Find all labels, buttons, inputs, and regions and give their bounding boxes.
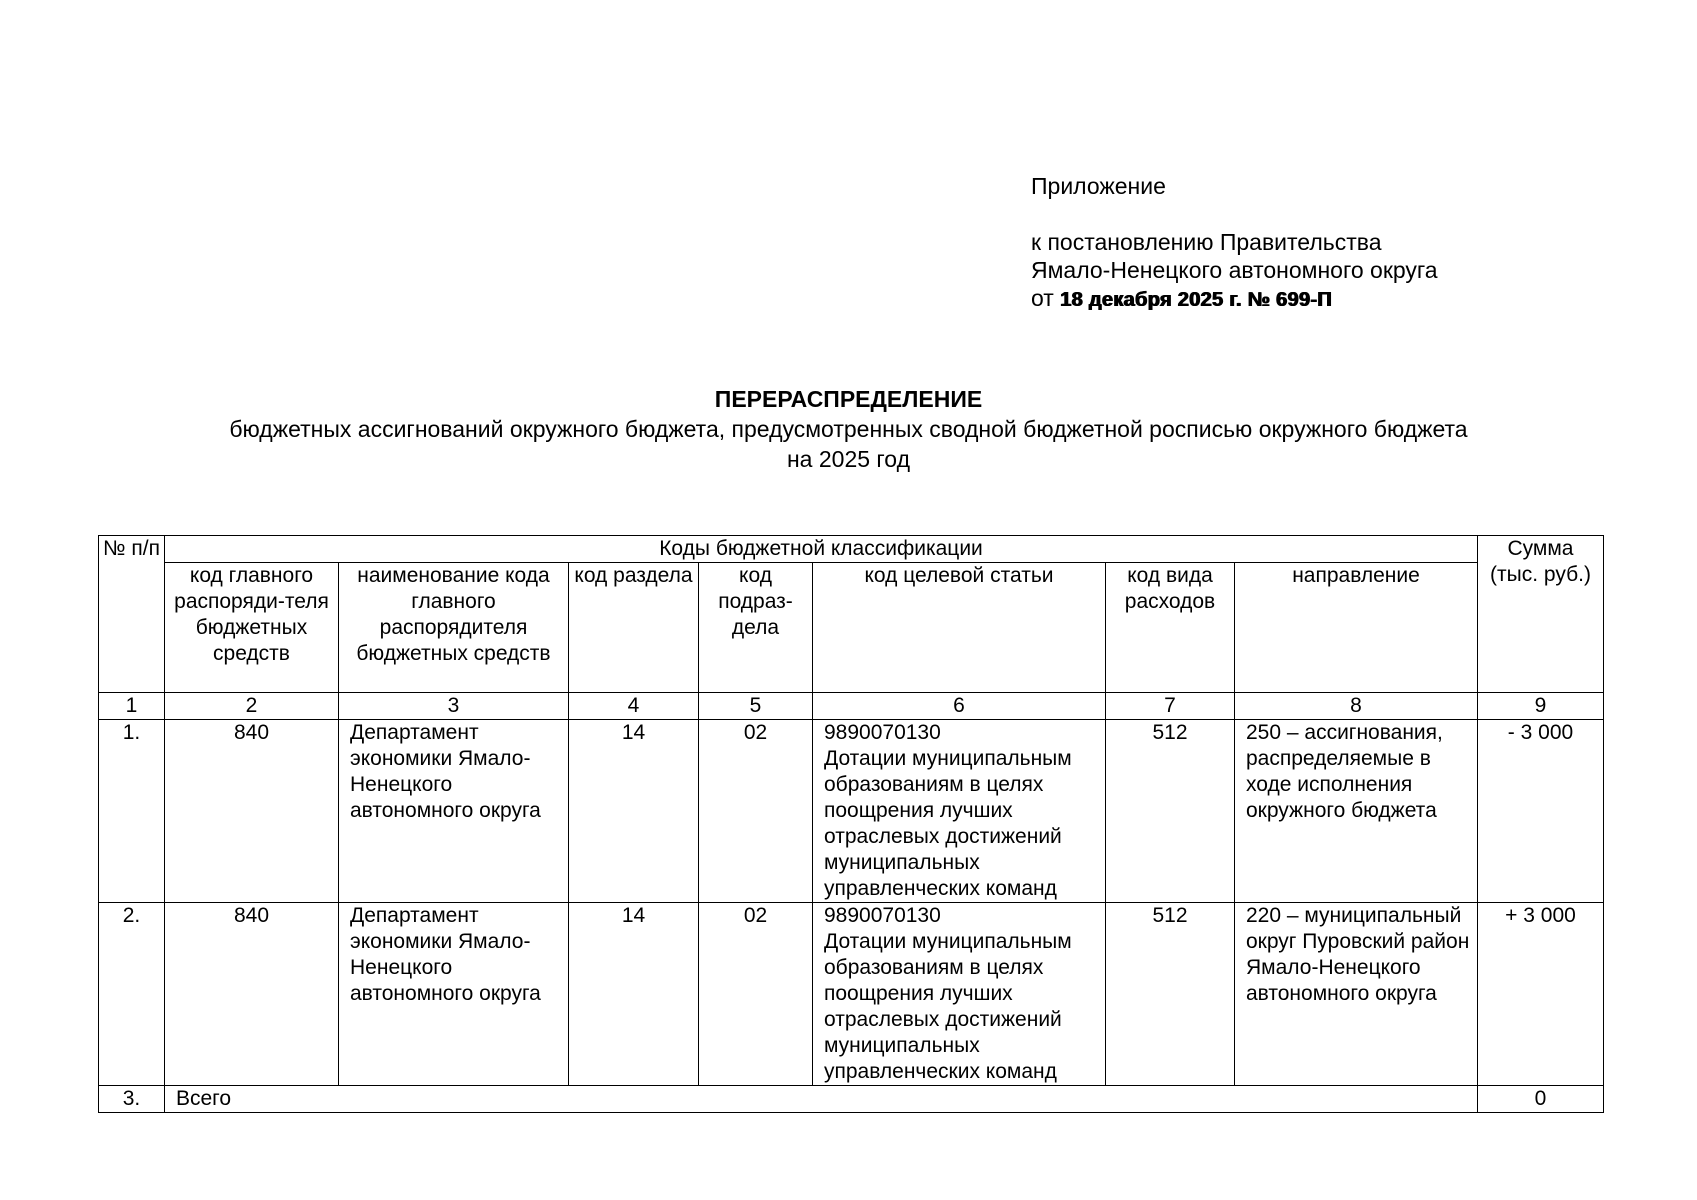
row-num: 1. (99, 720, 165, 903)
column-number: 2 (165, 693, 339, 720)
column-number: 6 (813, 693, 1106, 720)
row-grbs: 840 (165, 903, 339, 1086)
column-number: 1 (99, 693, 165, 720)
row-target (813, 720, 1106, 903)
header-row-1 (99, 536, 1604, 563)
date-prefix: от (1031, 285, 1054, 311)
table-row (99, 903, 1604, 1086)
budget-table (98, 535, 1604, 1113)
total-row (99, 1086, 1604, 1113)
row-expense-type: 512 (1106, 720, 1235, 903)
appendix-label: Приложение (1031, 173, 1166, 199)
row-grbs: 840 (165, 720, 339, 903)
row-target-code: 9890070130 (824, 904, 941, 927)
header-codes-group: Коды бюджетной классификации (165, 536, 1478, 563)
appendix-line-2: Ямало-Ненецкого автономного округа (1031, 257, 1438, 283)
column-number: 7 (1106, 693, 1235, 720)
document-heading (0, 384, 1697, 474)
row-direction: 250 – ассигнования, распределяемые в ходе исполнения окружного бюджета (1235, 720, 1478, 903)
document-year-line: на 2025 год (786, 446, 911, 472)
row-target-name: Дотации муниципальным образованиям в целях поощрения лучших отраслевых достижений муниципальных управленческих команд (824, 930, 1072, 1083)
header-grbs: код главного распоряди-теля бюджетных средств (165, 563, 339, 693)
column-number: 8 (1235, 693, 1478, 720)
header-grbs-name: наименование кода главного распорядителя бюджетных средств (339, 563, 569, 693)
header-direction: направление (1235, 563, 1478, 693)
row-num: 2. (99, 903, 165, 1086)
appendix-date-line (1031, 284, 1651, 314)
row-target-name: Дотации муниципальным образованиям в целях поощрения лучших отраслевых достижений муниципальных управленческих команд (824, 747, 1072, 900)
header-sum: Сумма (тыс. руб.) (1478, 536, 1604, 693)
row-sum: + 3 000 (1478, 903, 1604, 1086)
document-title: ПЕРЕРАСПРЕДЕЛЕНИЕ (714, 386, 983, 412)
total-num: 3. (99, 1086, 165, 1113)
row-target (813, 903, 1106, 1086)
row-expense-type: 512 (1106, 903, 1235, 1086)
header-section: код раздела (569, 563, 699, 693)
header-target-code: код целевой статьи (813, 563, 1106, 693)
row-grbs-name: Департамент экономики Ямало-Ненецкого автономного округа (339, 720, 569, 903)
row-subsection: 02 (699, 903, 813, 1086)
column-number: 5 (699, 693, 813, 720)
row-direction: 220 – муниципальный округ Пуровский район Ямало-Ненецкого автономного округа (1235, 903, 1478, 1086)
date-number: 18 декабря 2025 г. № 699-П (1060, 289, 1333, 311)
column-number-row (99, 693, 1604, 720)
header-expense-type: код вида расходов (1106, 563, 1235, 693)
appendix-block (1031, 172, 1651, 314)
header-num: № п/п (99, 536, 165, 693)
row-grbs-name: Департамент экономики Ямало-Ненецкого автономного округа (339, 903, 569, 1086)
header-subsection: код подраз-дела (699, 563, 813, 693)
column-number: 4 (569, 693, 699, 720)
table-row (99, 720, 1604, 903)
header-row-2 (99, 563, 1604, 693)
row-sum: - 3 000 (1478, 720, 1604, 903)
row-subsection: 02 (699, 720, 813, 903)
row-section: 14 (569, 720, 699, 903)
column-number: 3 (339, 693, 569, 720)
row-section: 14 (569, 903, 699, 1086)
column-number: 9 (1478, 693, 1604, 720)
appendix-line-1: к постановлению Правительства (1031, 229, 1382, 255)
document-subtitle: бюджетных ассигнований окружного бюджета, предусмотренных сводной бюджетной росписью окружного бюджета (229, 416, 1468, 442)
total-sum: 0 (1478, 1086, 1604, 1113)
total-label: Всего (165, 1086, 1478, 1113)
row-target-code: 9890070130 (824, 721, 941, 744)
